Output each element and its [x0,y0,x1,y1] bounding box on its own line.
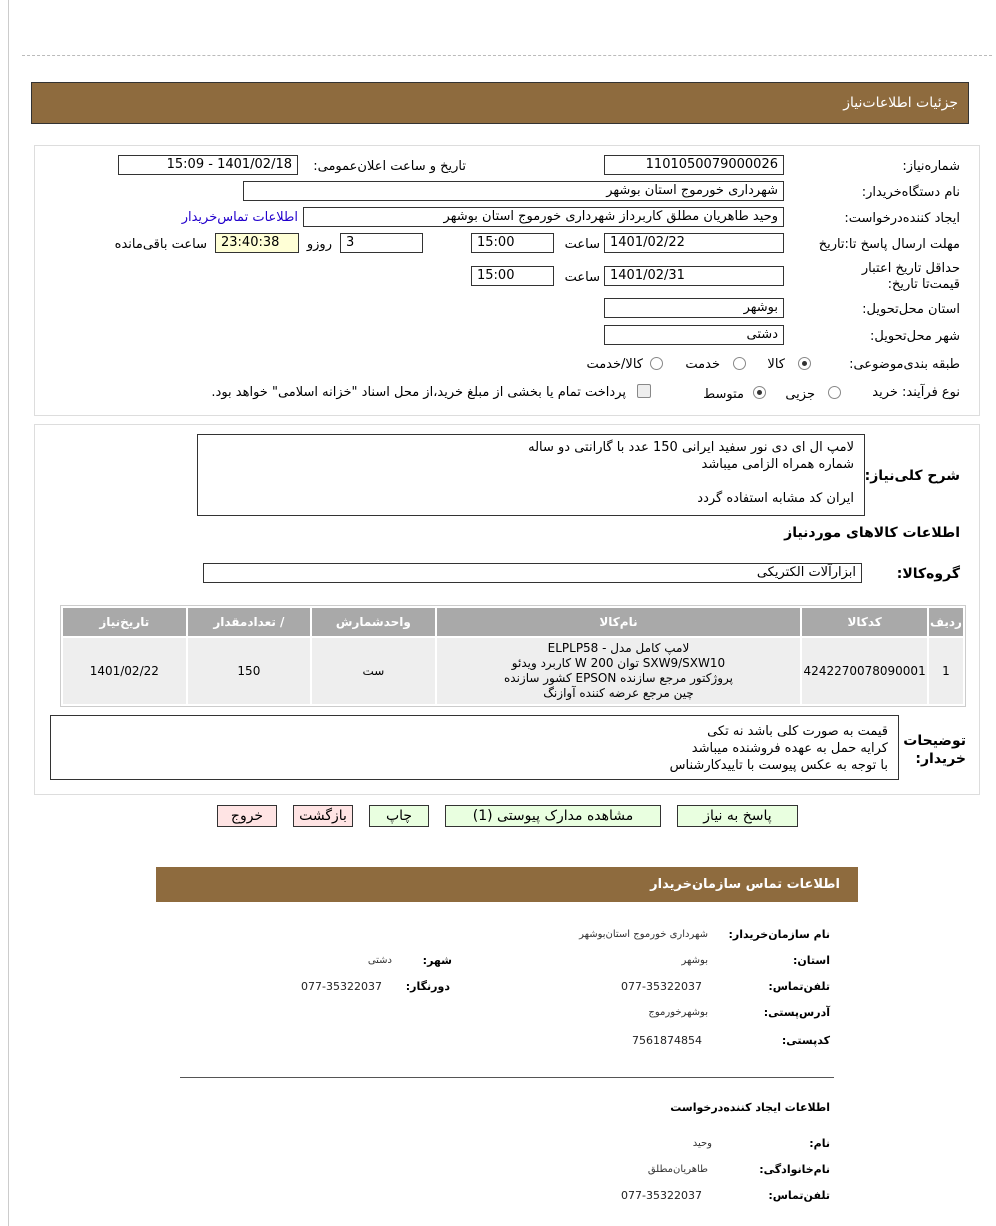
days-label: روزو [306,237,332,252]
contact-city-label: شهر: [422,954,452,967]
process-option-medium: متوسط [703,387,744,402]
contact-province-value: بوشهر [681,955,708,966]
creator-family-label: نام‌خانوادگی: [759,1163,830,1176]
remaining-label: ساعت باقی‌مانده [114,237,207,252]
announce-field: 1401/02/18 - 15:09 [118,155,298,175]
category-option-goods: کالا [767,357,785,372]
col-row: ردیف [929,608,963,636]
buyer-field: شهرداری خورموج استان بوشهر [243,181,784,201]
cell-name-line: پروژکتور مرجع سازنده EPSON کشور سازنده [504,671,733,685]
description-line [208,473,854,490]
validity-time-field: 15:00 [471,266,554,286]
creator-family-value: طاهریان‌مطلق [647,1164,708,1175]
col-unit: واحدشمارش [312,608,435,636]
contact-fax-label: دورنگار: [405,980,450,993]
details-header-bar [31,82,969,124]
buyer-contact-link[interactable]: اطلاعات تماس‌خریدار [181,210,298,225]
contact-title: اطلاعات تماس سازمان‌خریدار [650,877,840,892]
description-box [197,434,865,516]
buyer-notes-box [50,715,899,780]
exit-button[interactable]: خروج [217,805,277,827]
table-row [63,638,963,704]
city-field: دشتی [604,325,784,345]
creator-label: ایجاد کننده‌درخواست: [844,211,960,226]
creator-name-value: وحید [692,1138,712,1149]
goods-table-header [63,608,963,636]
org-value: شهرداری خورموج استان‌بوشهر [579,929,708,940]
cell-name-line: SXW9/SXW10 توان 200 W کاربرد ویدئو [511,656,726,670]
buyer-notes-line: با توجه به عکس پیوست با تاییدکارشناس [669,758,888,773]
deadline-time-field: 15:00 [471,233,554,253]
left-border-line [8,0,9,1226]
respond-button[interactable]: پاسخ به نیاز [677,805,798,827]
treasury-payment-checkbox[interactable] [637,384,651,398]
contact-phone-value: 077-35322037 [621,980,702,993]
deadline-time-label: ساعت [564,237,600,252]
cell-name-line: چین مرجع عرضه کننده آوازنگ [543,686,694,700]
announce-label: تاریخ و ساعت اعلان‌عمومی: [313,159,466,174]
contact-city-value: دشتی [367,955,392,966]
validity-date-field: 1401/02/31 [604,266,784,286]
goods-table-wrapper [60,605,966,707]
cell-code: 4242270078090001 [802,638,927,704]
col-code: کدکالا [802,608,927,636]
contact-fax-value: 077-35322037 [301,980,382,993]
col-name: نام‌کالا [437,608,801,636]
cell-index: 1 [929,638,963,704]
contact-province-label: استان: [793,954,830,967]
category-radio-goods[interactable] [798,357,811,370]
process-label: نوع فرآیند: خرید [872,385,960,400]
page-title: جزئیات اطلاعات‌نیاز [843,95,958,111]
creator-phone-label: تلفن‌تماس: [768,1189,830,1202]
remaining-timer: 23:40:38 [215,233,299,253]
contact-address-label: آدرس‌پستی: [763,1006,830,1019]
contact-header-bar [156,867,858,902]
buyer-notes-label: توضیحات خریدار: [903,733,966,767]
creator-name-label: نام: [809,1137,830,1150]
view-attachments-button[interactable]: مشاهده مدارک پیوستی (1) [445,805,661,827]
back-button[interactable]: بازگشت [293,805,353,827]
creator-field: وحید طاهریان مطلق کاربرداز شهرداری خورموج استان بوشهر [303,207,784,227]
payment-note: پرداخت تمام یا بخشی از مبلغ خرید،از محل اسناد "خزانه اسلامی" خواهد بود. [211,385,626,400]
col-date: تاریخ‌نیاز [63,608,186,636]
process-option-minor: جزیی [785,387,815,402]
goods-table [61,606,965,706]
goods-section-title: اطلاعات کالاهای موردنیاز [784,525,960,541]
category-radio-service[interactable] [733,357,746,370]
col-quantity: / تعدادمقدار [188,608,311,636]
cell-unit: ست [312,638,435,704]
top-divider [22,55,992,56]
deadline-date-field: 1401/02/22 [604,233,784,253]
city-label: شهر محل‌تحویل: [870,329,960,344]
cell-quantity: 150 [188,638,311,704]
province-label: استان محل‌تحویل: [862,302,960,317]
validity-time-label: ساعت [564,270,600,285]
province-field: بوشهر [604,298,784,318]
contact-phone-label: تلفن‌تماس: [768,980,830,993]
need-number-label: شماره‌نیاز: [902,159,960,174]
process-radio-medium[interactable] [753,386,766,399]
days-field: 3 [340,233,423,253]
category-radio-goods-service[interactable] [650,357,663,370]
buyer-notes-line: کرایه حمل به عهده فروشنده میباشد [691,741,888,756]
buyer-notes-line: قیمت به صورت کلی باشد نه تکی [707,724,888,739]
cell-name [437,638,801,704]
contact-address-value: بوشهرخورموج [648,1007,708,1018]
category-label: طبقه بندی‌موضوعی: [849,357,960,372]
goods-group-label: گروه‌کالا: [896,566,960,582]
contact-postal-label: کد‌پستی: [781,1034,830,1047]
category-option-goods-service: کالا/خدمت [586,357,643,372]
print-button[interactable]: چاپ [369,805,429,827]
process-radio-minor[interactable] [828,386,841,399]
creator-phone-value: 077-35322037 [621,1189,702,1202]
contact-postal-value: 7561874854 [632,1034,702,1047]
description-label: شرح کلی‌نیاز: [864,468,960,484]
goods-group-field: ابزارآلات الکتریکی [203,563,862,583]
creator-info-title: اطلاعات ایجاد کننده‌درخواست [670,1101,830,1114]
deadline-label: مهلت ارسال پاسخ تا:تاریخ [818,237,960,252]
description-line: لامپ ال ای دی نور سفید ایرانی 150 عدد با گارانتی دو ساله [528,440,854,455]
category-option-service: خدمت [685,357,720,372]
need-number-field: 1101050079000026 [604,155,784,175]
contact-divider [180,1077,834,1078]
org-label: نام سازمان‌خریدار: [728,928,830,941]
validity-label: حداقل تاریخ اعتبار قیمت‌تا تاریخ: [861,261,960,292]
description-line: شماره همراه الزامی میباشد [701,457,854,472]
cell-name-line: لامپ کامل مدل - ELPLP58 [547,641,690,655]
buyer-label: نام دستگاه‌خریدار: [861,185,960,200]
cell-date: 1401/02/22 [63,638,186,704]
description-line: ایران کد مشابه استفاده گردد [697,491,854,506]
